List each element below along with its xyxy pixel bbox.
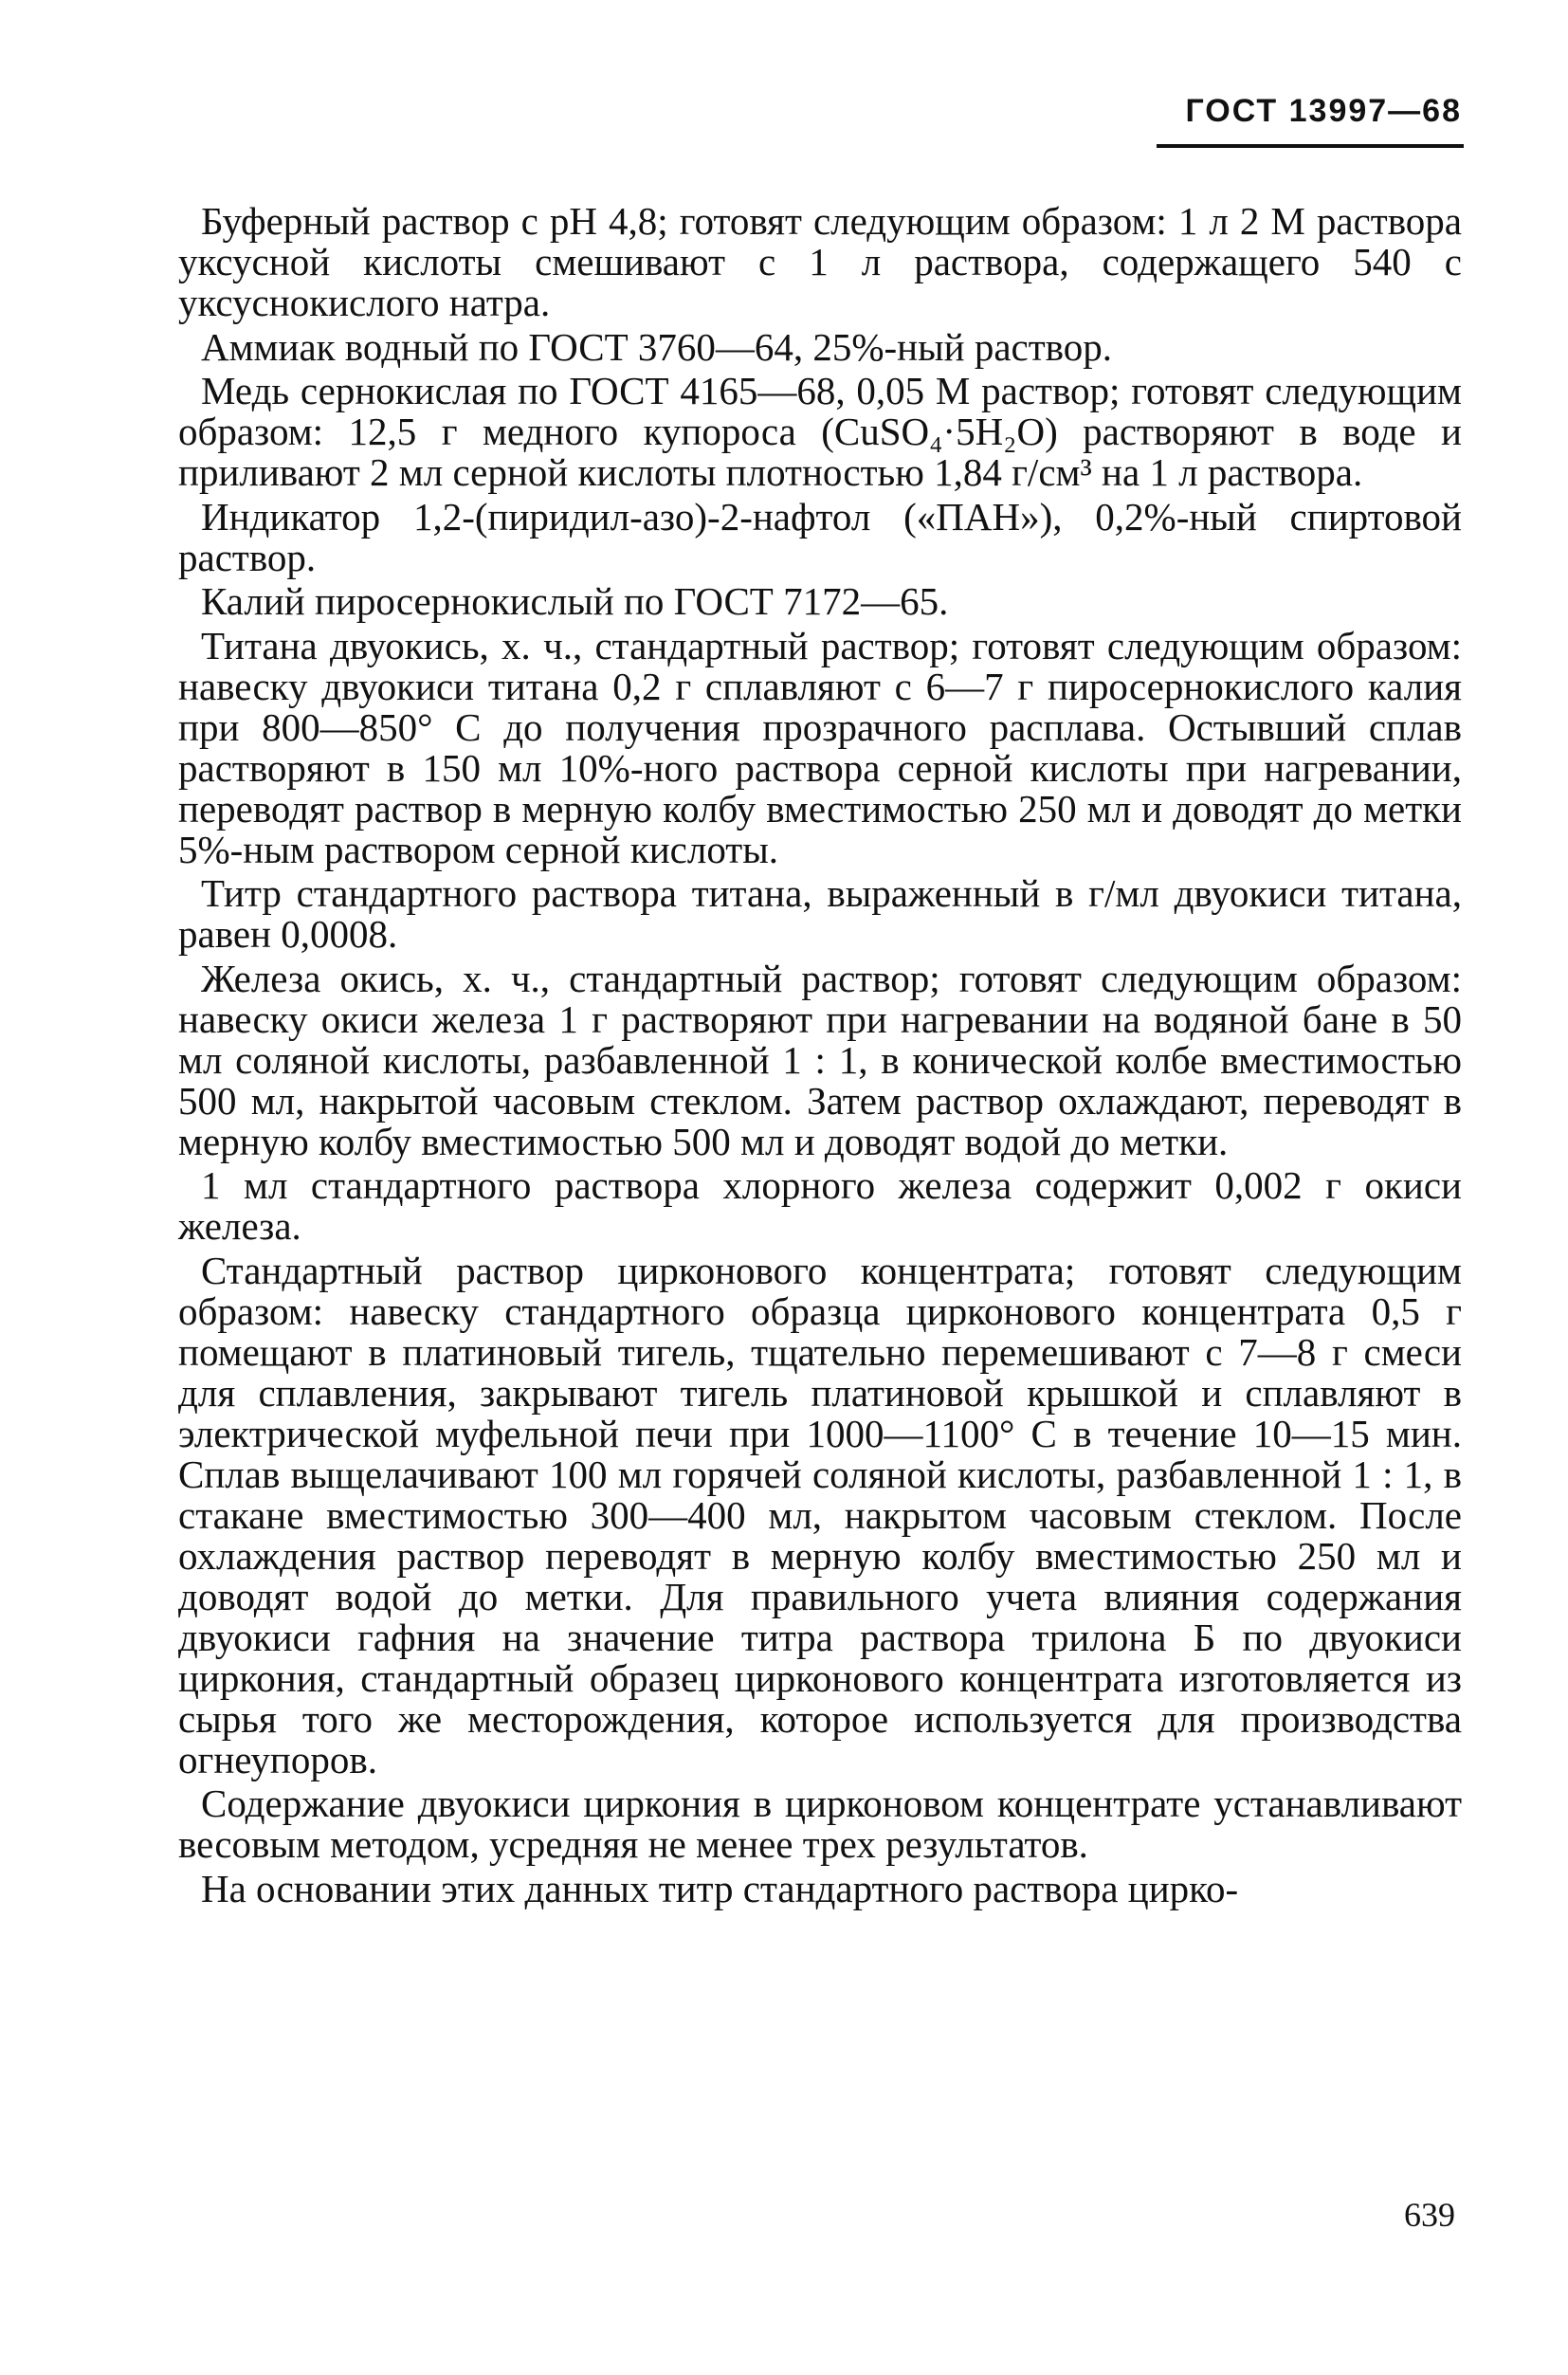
paragraph-copper-sulfate: Медь сернокислая по ГОСТ 4165—68, 0,05 М раствор; готовят следующим образом: 12,5 г медного купороса (CuSO₄·5H₂O) растворяют в воде и приливают 2 мл серной кислоты плотностью 1,84 г/см³ на 1 л раствора. — [178, 369, 1462, 494]
body-text — [178, 201, 1462, 1912]
paragraph-titanium-titer: Титр стандартного раствора титана, выраженный в г/мл двуокиси титана, равен 0,0008. — [178, 871, 1462, 956]
paragraph-titanium-dioxide: Титана двуокись, х. ч., стандартный раствор; готовят следующим образом: навеску двуокиси титана 0,2 г сплавляют с 6—7 г пиросернокислого калия при 800—850° С до получения прозрачного расплава. Остывший сплав растворяют в 150 мл 10%-ного раствора серной кислоты при нагревании, переводят раствор в мерную колбу вместимостью 250 мл и доводят до метки 5%-ным раствором серной кислоты. — [178, 623, 1462, 871]
paragraph-potassium-pyrosulfate: Калий пиросернокислый по ГОСТ 7172—65. — [201, 579, 949, 623]
page-number: 639 — [1404, 2196, 1455, 2234]
paragraph-iron-chloride-content: 1 мл стандартного раствора хлорного железа содержит 0,002 г окиси железа. — [178, 1163, 1462, 1248]
page-header-standard-id: ГОСТ 13997—68 — [1185, 93, 1462, 129]
header-rule — [1157, 144, 1464, 148]
paragraph-iron-oxide: Железа окись, х. ч., стандартный раствор; готовят следующим образом: навеску окиси железа 1 г растворяют при нагревании на водяной бане в 50 мл соляной кислоты, разбавленной 1 : 1, в конической колбе вместимостью 500 мл, накрытой часовым стеклом. Затем раствор охлаждают, переводят в мерную колбу вместимостью 500 мл и доводят водой до метки. — [178, 956, 1462, 1163]
paragraph-ammonia: Аммиак водный по ГОСТ 3760—64, 25%-ный раствор. — [201, 324, 1112, 369]
paragraph-zircon-concentrate: Стандартный раствор цирконового концентрата; готовят следующим образом: навеску стандартного образца цирконового концентрата 0,5 г помещают в платиновый тигель, тщательно перемешивают с 7—8 г смеси для сплавления, закрывают тигель платиновой крышкой и сплавляют в электрической муфельной печи при 1000—1100° С в течение 10—15 мин. Сплав выщелачивают 100 мл горячей соляной кислоты, разбавленной 1 : 1, в стакане вместимостью 300—400 мл, накрытом часовым стеклом. После охлаждения раствор переводят в мерную колбу вместимостью 250 мл и доводят водой до метки. Для правильного учета влияния содержания двуокиси гафния на значение титра раствора трилона Б по двуокиси циркония, стандартный образец цирконового концентрата изготовляется из сырья того же месторождения, которое используется для производства огнеупоров. — [178, 1248, 1462, 1781]
paragraph-indicator: Индикатор 1,2-(пиридил-азо)-2-нафтол («ПАН»), 0,2%-ный спиртовой раствор. — [178, 494, 1462, 579]
paragraph-zirconium-dioxide-content: Содержание двуокиси циркония в цирконовом концентрате устанавливают весовым методом, усредняя не менее трех результатов. — [178, 1781, 1462, 1866]
paragraph-titer-basis: На основании этих данных титр стандартного раствора цирко- — [201, 1866, 1239, 1910]
paragraph-buffer-solution: Буферный раствор с pH 4,8; готовят следующим образом: 1 л 2 М раствора уксусной кислоты смешивают с 1 л раствора, содержащего 540 с уксуснокислого натра. — [178, 199, 1462, 324]
